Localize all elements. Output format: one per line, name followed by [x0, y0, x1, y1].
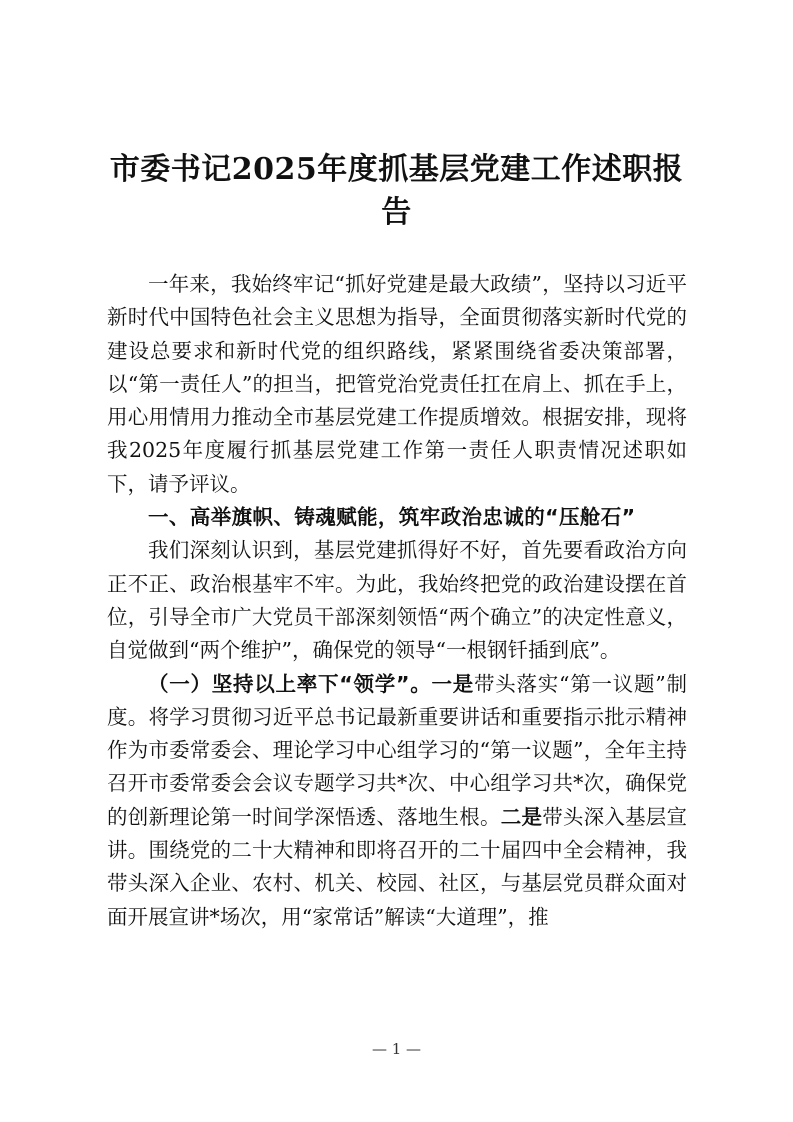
- document-body: [107, 268, 687, 934]
- subsection-heading-1: （一）坚持以上率下“领学”。: [148, 671, 432, 696]
- point-2-label: 二是: [500, 804, 543, 829]
- subsection-1-paragraph: [107, 668, 687, 934]
- document-title: 市委书记2025年度抓基层党建工作述职报告: [109, 152, 684, 230]
- point-1-text: 带头落实“第一议题”制度。将学习贯彻习近平总书记最新重要讲话和重要指示批示精神作为市委常委会、理论学习中心组学习的“第一议题”，全年主持召开市委常委会会议专题学习共*次、中心组学习共*次，确保党的创新理论第一时间学深悟透、落地生根。: [107, 671, 688, 829]
- point-1-label: 一是: [431, 671, 475, 696]
- section-heading-1: 一、高举旗帜、铸魂赋能，筑牢政治忠诚的“压舱石”: [148, 505, 636, 530]
- point-2-text: 带头深入基层宣讲。围绕党的二十大精神和即将召开的二十届四中全会精神，我带头深入企业、农村、机关、校园、社区，与基层党员群众面对面开展宣讲*场次，用“家常话”解读“大道理”，推: [107, 804, 688, 929]
- intro-paragraph: 一年来，我始终牢记“抓好党建是最大政绩”，坚持以习近平新时代中国特色社会主义思想为指导，全面贯彻落实新时代党的建设总要求和新时代党的组织路线，紧紧围绕省委决策部署，以“第一责任人”的担当，把管党治党责任扛在肩上、抓在手上，用心用情用力推动全市基层党建工作提质增效。根据安排，现将我2025年度履行抓基层党建工作第一责任人职责情况述职如下，请予评议。: [107, 272, 687, 496]
- section-1-intro-paragraph: 我们深刻认识到，基层党建抓得好不好，首先要看政治方向正不正、政治根基牢不牢。为此，我始终把党的政治建设摆在首位，引导全市广大党员干部深刻领悟“两个确立”的决定性意义，自觉做到“两个维护”，确保党的领导“一根钢钎插到底”。: [107, 538, 687, 663]
- page-number: — 1 —: [371, 1040, 422, 1058]
